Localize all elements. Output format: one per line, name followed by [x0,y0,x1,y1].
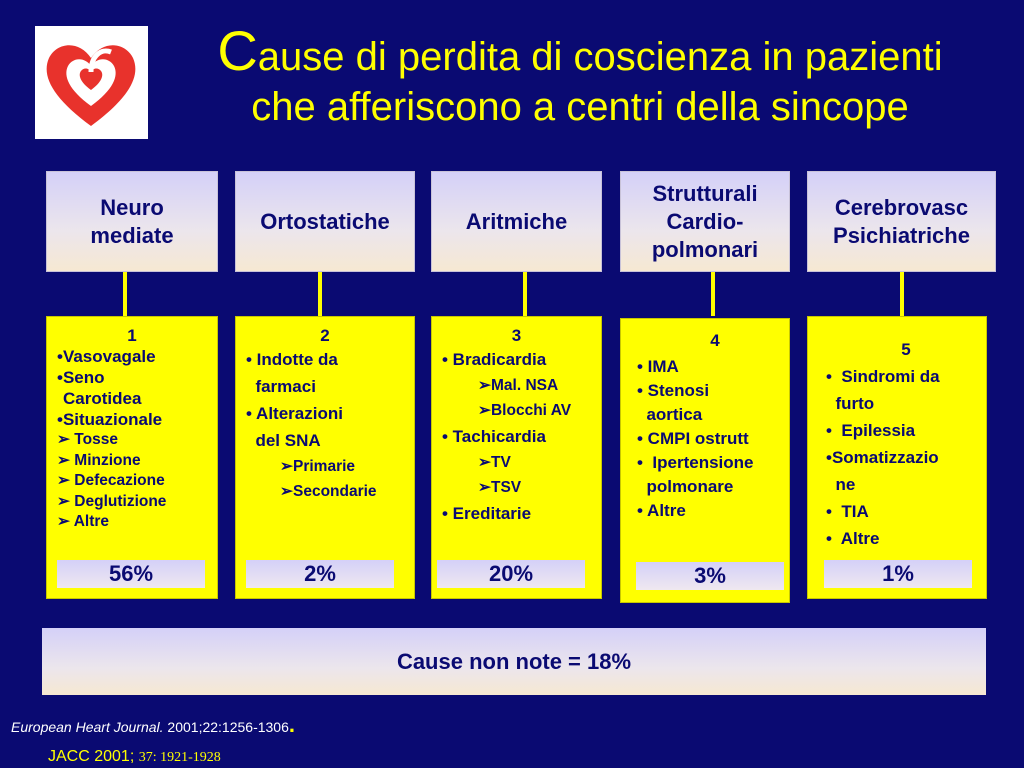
list-item: •Seno [57,368,105,387]
percent-badge: 1% [824,560,972,588]
list-item: • Tachicardia [442,427,546,446]
reference-ehj [11,712,295,738]
category-number: 3 [511,326,522,345]
list-item: polmonare [637,477,734,496]
list-item: • CMPI ostrutt [637,429,749,448]
unknown-causes-label: Cause non note = 18% [396,648,632,674]
reference-jacc-pages: 37: 1921-1928 [138,750,221,765]
connector-line [523,272,527,316]
list-item: ➢ Deglutizione [57,492,167,510]
title-line1: ause di perdita di coscienza in pazienti [257,35,943,79]
list-item: ➢Secondarie [280,483,377,500]
list-item: aortica [637,405,703,424]
percent-badge: 20% [437,560,585,588]
list-item: • Ereditarie [442,504,532,523]
list-item: Carotidea [63,389,142,408]
list-item: ➢Primarie [280,458,356,475]
category-box-5 [807,316,987,599]
list-item: • TIA [826,502,869,521]
list-item: • Altre [826,529,880,548]
list-item: ➢ Altre [57,513,110,530]
list-item: • Ipertensione [637,453,754,472]
list-item: ➢ Minzione [57,451,141,469]
list-item: • Sindromi da [826,367,940,386]
list-item: • Alterazioni [246,404,343,423]
category-box-3 [431,316,602,599]
list-item: ➢ Defecazione [57,472,165,489]
category-number: 5 [901,340,911,359]
list-item: • IMA [637,357,679,376]
list-item: ne [826,475,856,494]
title-first-letter: C [217,19,258,82]
list-item: • Indotte da [246,350,338,369]
percent-badge: 56% [57,560,205,588]
category-box-4 [620,318,790,603]
category-box-2 [235,316,415,599]
list-item: •Somatizzazio [826,448,939,467]
header-aritmiche: Aritmiche [431,171,602,272]
list-item: • Bradicardia [442,350,547,369]
reference-jacc [48,748,221,766]
list-item: ➢Mal. NSA [478,377,559,394]
list-item: ➢TSV [478,479,522,496]
header-neuro-mediate: Neuro mediate [46,171,218,272]
list-item: •Situazionale [57,410,163,429]
header-strutturali: Strutturali Cardio- polmonari [620,171,790,272]
percent-badge: 2% [246,560,394,588]
list-item: • Altre [637,501,686,520]
list-item: ➢TV [478,454,511,471]
list-item: farmaci [246,377,316,396]
reference-journal-dot: . [288,712,296,737]
heart-logo [35,26,148,139]
header-ortostatiche: Ortostatiche [235,171,415,272]
reference-jacc-name: JACC 2001; [48,748,139,765]
list-item: • Stenosi [637,381,710,400]
percent-badge: 3% [636,562,784,590]
connector-line [318,272,322,316]
list-item: ➢ Tosse [57,431,118,448]
header-cerebrovasc: Cerebrovasc Psichiatriche [807,171,996,272]
connector-line [123,272,127,316]
reference-journal-name: European Heart Journal. [11,719,164,735]
category-number: 1 [127,326,137,345]
list-item: del SNA [246,431,321,450]
list-item: • Epilessia [826,421,916,440]
list-item: ➢Blocchi AV [478,402,572,419]
heart-logo-icon [35,26,148,139]
title-line2: che afferiscono a centri della sincope [251,85,909,129]
category-box-1 [46,316,218,599]
category-number: 2 [320,326,330,345]
connector-line [711,272,715,316]
reference-journal-cite: 2001;22:1256-1306 [163,719,289,735]
unknown-causes-box [42,628,986,695]
connector-line [900,272,904,316]
list-item: •Vasovagale [57,347,156,366]
category-number: 4 [710,331,720,350]
list-item: furto [826,394,875,413]
page-title [160,19,1000,132]
